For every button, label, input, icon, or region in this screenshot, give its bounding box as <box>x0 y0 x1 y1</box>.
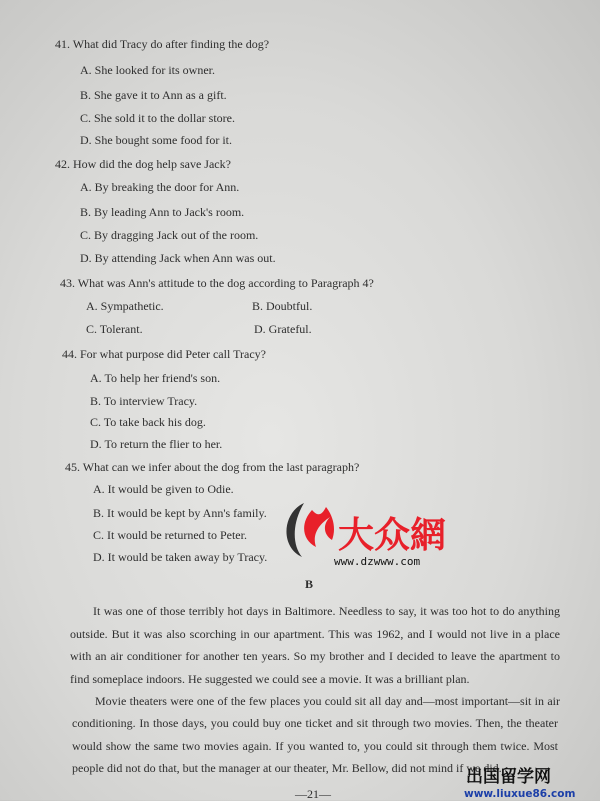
passage-line: outside. But it was also scorching in our apartment. This was 1962, and I would not live in a place <box>70 627 560 641</box>
passage-line: with an air conditioner for another ten years. So my brother and I decided to leave the apartment to <box>70 649 560 663</box>
liuxue-url: www.liuxue86.com <box>464 788 576 800</box>
option: A. It would be given to Odie. <box>93 482 234 496</box>
passage-line: people did not do that, but the manager at our theater, Mr. Bellow, did not mind if we did. <box>72 761 502 775</box>
section-heading: B <box>305 577 314 591</box>
option: C. She sold it to the dollar store. <box>80 111 235 125</box>
dzwww-logo-text: 大众網 <box>338 515 447 556</box>
question-45: 45. What can we infer about the dog from the last paragraph? <box>65 460 360 474</box>
option: A. By breaking the door for Ann. <box>80 180 240 194</box>
flame-mark <box>304 507 334 547</box>
page-number: —21— <box>295 787 331 801</box>
option: B. By leading Ann to Jack's room. <box>80 205 245 219</box>
option: D. It would be taken away by Tracy. <box>93 550 268 564</box>
passage-line: would show the same two movies again. If you wanted to, you could sit through them twice. Most <box>72 739 558 753</box>
crescent-mark <box>286 503 304 557</box>
option: B. She gave it to Ann as a gift. <box>80 88 227 102</box>
question-43: 43. What was Ann's attitude to the dog according to Paragraph 4? <box>60 276 374 290</box>
option: D. She bought some food for it. <box>80 133 232 147</box>
dzwww-watermark-logo <box>272 495 452 570</box>
passage-line: Movie theaters were one of the few places you could sit all day and—most important—sit in air <box>95 694 560 708</box>
option: C. By dragging Jack out of the room. <box>80 228 259 242</box>
option: B. It would be kept by Ann's family. <box>93 506 267 520</box>
option: D. By attending Jack when Ann was out. <box>80 251 276 265</box>
option: C. Tolerant. <box>86 322 143 336</box>
question-44: 44. For what purpose did Peter call Tracy? <box>62 347 266 361</box>
passage-line: It was one of those terribly hot days in Baltimore. Needless to say, it was too hot to do anything <box>93 604 560 618</box>
liuxue-watermark-logo <box>462 764 600 800</box>
option: B. To interview Tracy. <box>90 394 198 408</box>
passage-line: conditioning. In those days, you could buy one ticket and sit through two movies. Then, the theater <box>72 716 558 730</box>
option: B. Doubtful. <box>252 299 313 313</box>
option: C. It would be returned to Peter. <box>93 528 247 542</box>
option: A. To help her friend's son. <box>90 371 221 385</box>
dzwww-url: www.dzwww.com <box>334 555 421 568</box>
passage-line: find someplace indoors. He suggested we could see a movie. It was a brilliant plan. <box>70 672 470 686</box>
question-41: 41. What did Tracy do after finding the dog? <box>55 37 270 51</box>
option: D. Grateful. <box>254 322 312 336</box>
option: A. Sympathetic. <box>86 299 164 313</box>
liuxue-logo-text: 出国留学网 <box>466 767 551 787</box>
option: A. She looked for its owner. <box>80 63 215 77</box>
question-42: 42. How did the dog help save Jack? <box>55 157 231 171</box>
option: C. To take back his dog. <box>90 415 206 429</box>
option: D. To return the flier to her. <box>90 437 223 451</box>
